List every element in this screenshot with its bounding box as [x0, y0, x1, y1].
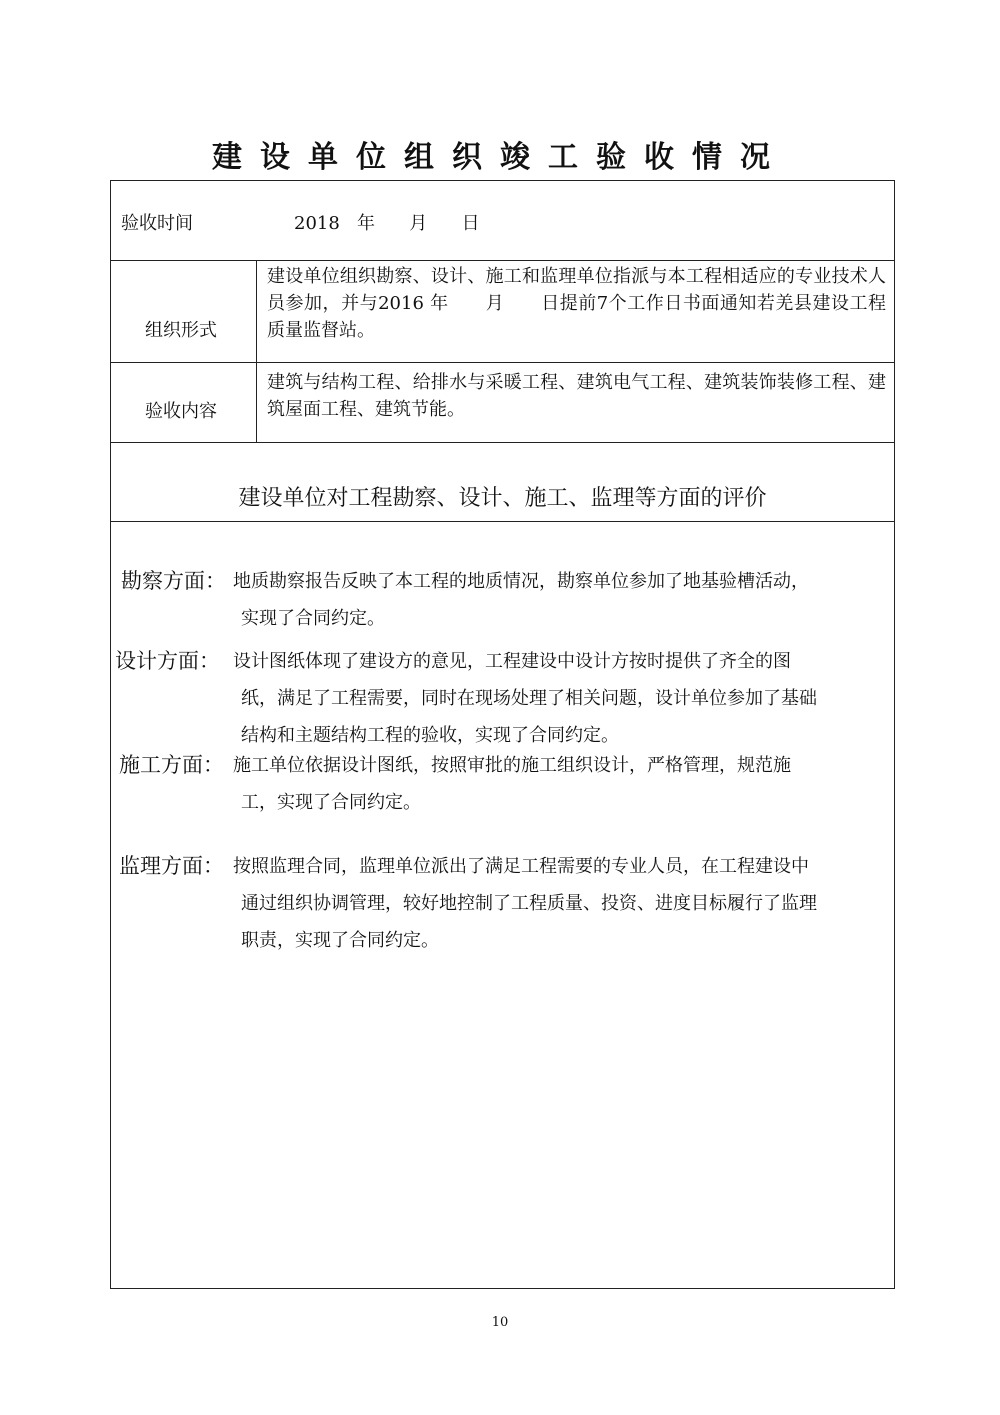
- evaluation-text: [233, 563, 886, 637]
- evaluation-text: [233, 643, 886, 754]
- evaluation-body: [111, 522, 894, 1289]
- evaluation-line: 设计图纸体现了建设方的意见，工程建设中设计方按时提供了齐全的图: [233, 651, 791, 672]
- acceptance-content-label: 验收内容: [145, 401, 217, 422]
- evaluation-line: 结构和主题结构工程的验收，实现了合同约定。: [241, 725, 619, 746]
- page-number: 10: [491, 1315, 509, 1330]
- evaluation-line: 施工单位依据设计图纸，按照审批的施工组织设计，严格管理，规范施: [233, 755, 791, 776]
- acceptance-time-value: 2018 年 月 日: [294, 213, 480, 234]
- acceptance-table: [110, 180, 895, 1289]
- evaluation-line: 按照监理合同，监理单位派出了满足工程需要的专业人员，在工程建设中: [233, 856, 809, 877]
- evaluation-heading: 建设单位对工程勘察、设计、施工、监理等方面的评价: [238, 486, 767, 511]
- evaluation-text: [233, 848, 886, 959]
- evaluation-label: 勘察方面：: [121, 569, 226, 593]
- organization-form-text: 建设单位组织勘察、设计、施工和监理单位指派与本工程相适应的专业技术人员参加，并与2016 年 月 日提前7个工作日书面通知若羌县建设工程质量监督站。: [267, 266, 886, 341]
- evaluation-line: 工，实现了合同约定。: [241, 792, 421, 813]
- evaluation-line: 实现了合同约定。: [241, 608, 385, 629]
- acceptance-content-text: 建筑与结构工程、给排水与采暖工程、建筑电气工程、建筑装饰装修工程、建筑屋面工程、建筑节能。: [267, 372, 886, 420]
- evaluation-label: 设计方面：: [115, 649, 220, 673]
- acceptance-time-label: 验收时间: [121, 213, 193, 234]
- evaluation-label: 施工方面：: [119, 753, 224, 777]
- row-evaluation-heading: [111, 443, 894, 522]
- organization-form-label: 组织形式: [145, 320, 217, 341]
- page-title: 建设单位组织竣工验收情况: [212, 140, 788, 175]
- row-organization-form: [111, 261, 894, 363]
- row-acceptance-time: [111, 181, 894, 261]
- evaluation-line: 地质勘察报告反映了本工程的地质情况，勘察单位参加了地基验槽活动，: [233, 571, 809, 592]
- evaluation-label: 监理方面：: [119, 854, 224, 878]
- evaluation-line: 通过组织协调管理，较好地控制了工程质量、投资、进度目标履行了监理: [241, 893, 817, 914]
- row-acceptance-content: [111, 363, 894, 443]
- evaluation-text: [233, 747, 886, 821]
- evaluation-line: 职责，实现了合同约定。: [241, 930, 439, 951]
- evaluation-line: 纸，满足了工程需要，同时在现场处理了相关问题，设计单位参加了基础: [241, 688, 817, 709]
